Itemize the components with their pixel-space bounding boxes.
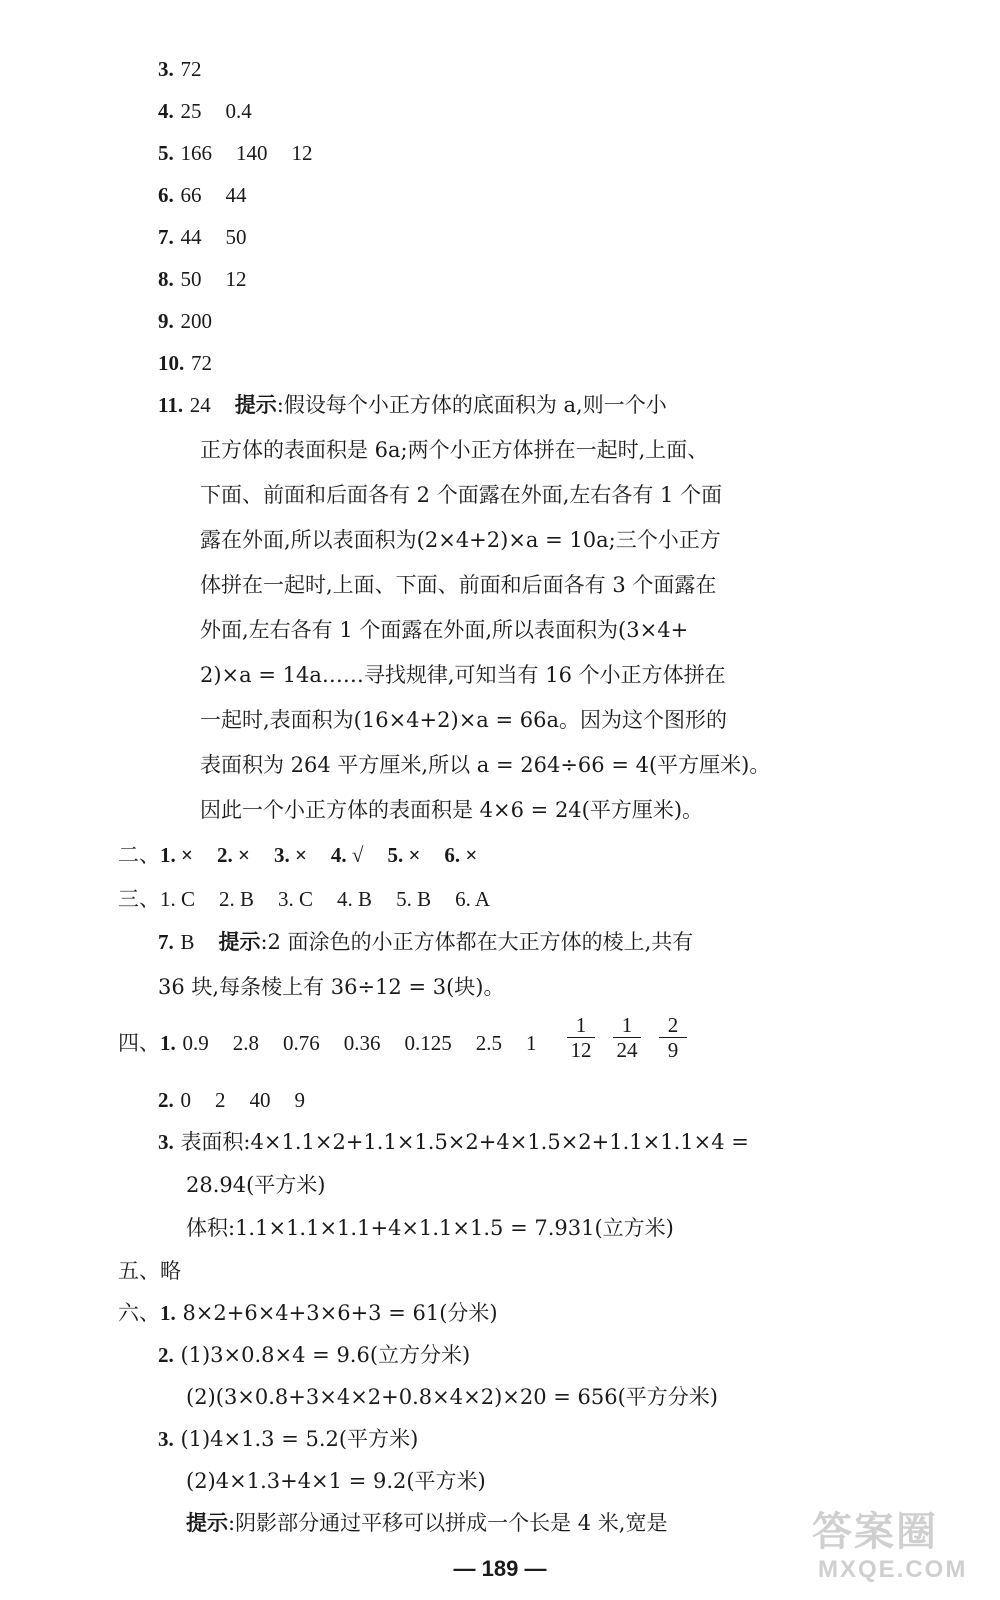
hint-label: 提示 <box>218 929 261 954</box>
answer-6: 6. 66 44 <box>158 183 247 207</box>
hint-label: 提示 <box>186 1510 228 1535</box>
section-6-q2a: 2. (1)3×0.8×4 = 9.6(立方分米) <box>158 1343 471 1367</box>
hint-line: 因此一个小正方体的表面积是 4×6 = 24(平方厘米)。 <box>200 798 704 822</box>
fraction-1-24: 1 24 <box>612 1013 642 1062</box>
answer-10: 10. 72 <box>158 351 212 375</box>
hint-line: 外面,左右各有 1 个面露在外面,所以表面积为(3×4+ <box>200 618 689 642</box>
answer-8: 8. 50 12 <box>158 267 247 291</box>
hint-line: 一起时,表面积为(16×4+2)×a = 66a。因为这个图形的 <box>200 708 727 732</box>
hint-line: 表面积为 264 平方厘米,所以 a = 264÷66 = 4(平方厘米)。 <box>200 753 771 777</box>
answer-9: 9. 200 <box>158 309 212 333</box>
section-2: 二、1. × 2. × 3. × 4. √ 5. × 6. × <box>118 843 478 867</box>
watermark-logo: 答案圈 MXQE.COM <box>812 1510 968 1583</box>
answer-3: 3. 72 <box>158 57 202 81</box>
section-4-q2: 2. 0 2 40 9 <box>158 1088 305 1112</box>
hint-line: 正方体的表面积是 6a;两个小正方体拼在一起时,上面、 <box>200 438 709 462</box>
section-4-q3: 3. 表面积:4×1.1×2+1.1×1.5×2+4×1.5×2+1.1×1.1×4 = <box>158 1130 749 1154</box>
hint-line: 体拼在一起时,上面、下面、前面和后面各有 3 个面露在 <box>200 573 717 597</box>
answer-7: 7. 44 50 <box>158 225 247 249</box>
fraction-2-9: 2 9 <box>658 1013 688 1062</box>
answer-line: (2)4×1.3+4×1 = 9.2(平方米) <box>186 1469 486 1493</box>
hint-line: 露在外面,所以表面积为(2×4+2)×a = 10a;三个小正方 <box>200 528 721 552</box>
section-6-q3a: 3. (1)4×1.3 = 5.2(平方米) <box>158 1427 419 1451</box>
answer-line: 28.94(平方米) <box>186 1173 326 1197</box>
answer-4: 4. 25 0.4 <box>158 99 252 123</box>
page-number: — 189 — <box>453 1556 547 1581</box>
hint-line: 36 块,每条棱上有 36÷12 = 3(块)。 <box>158 975 505 999</box>
section-6-hint: 提示:阴影部分通过平移可以拼成一个长是 4 米,宽是 <box>186 1510 668 1535</box>
section-3-q7: 7. B 提示:2 面涂色的小正方体都在大正方体的棱上,共有 <box>158 929 694 954</box>
fraction-1-12: 1 12 <box>566 1013 596 1062</box>
hint-label: 提示 <box>234 392 277 417</box>
hint-line: 下面、前面和后面各有 2 个面露在外面,左右各有 1 个面 <box>200 483 723 507</box>
section-4-q1: 四、1. 0.9 2.8 0.76 0.36 0.125 2.5 1 <box>118 1031 537 1055</box>
section-3: 三、1. C 2. B 3. C 4. B 5. B 6. A <box>118 887 491 911</box>
section-6-q1: 六、1. 8×2+6×4+3×6+3 = 61(分米) <box>118 1301 498 1325</box>
mixed-number-whole: 1 <box>525 1031 537 1055</box>
section-5: 五、略 <box>118 1259 181 1283</box>
hint-line: 2)×a = 14a……寻找规律,可知当有 16 个小正方体拼在 <box>200 663 726 687</box>
answer-line: 体积:1.1×1.1×1.1+4×1.1×1.5 = 7.931(立方米) <box>186 1216 674 1240</box>
answer-5: 5. 166 140 12 <box>158 141 313 165</box>
answer-line: (2)(3×0.8+3×4×2+0.8×4×2)×20 = 656(平方分米) <box>186 1385 718 1409</box>
answer-11-first-line: 11. 24 提示:假设每个小正方体的底面积为 a,则一个小 <box>158 392 667 417</box>
